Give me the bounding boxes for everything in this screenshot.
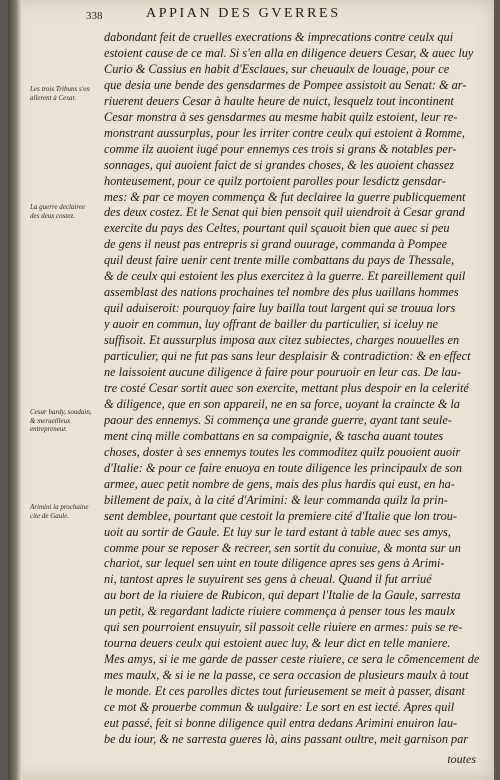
text-line: dabondant feit de cruelles execrations & imprecations contre ceulx qui [104,30,454,44]
page-header [86,6,478,28]
text-line: billement de paix, à la cité d'Arimini: & leur commanda quilz la prin- [104,492,448,507]
text-line: & diligence, que en son appareil, ne en sa force, uoyant la craincte & la [104,396,460,411]
text-line: honteusement, pour ce quilz portoient parolles pour lesdictz gensdar- [104,173,446,188]
text-line: des deux costez. Et le Senat qui bien pensoit quil uiendroit à Cesar grand [104,205,465,220]
page-gutter-shadow [8,0,22,780]
text-line: le monde. Et ces parolles dictes tout furieusement se meit à passer, disant [104,684,465,699]
text-line: Cesar monstra à ses gensdarmes au mesme habit quilz estoient, leur re- [104,109,458,124]
text-line: exercite du pays des Celtes, pourtant quil sçauoit bien que auec si peu [104,221,450,236]
catchword: toutes [447,752,476,766]
text-line: riuerent deuers Cesar à haulte heure de nuict, lesquelz tout incontinent [104,93,454,108]
margin-note: Arimini la prochaine cite de Gaule. [30,503,89,520]
text-line: eut passé, feit si bonne diligence quil entra dedans Arimini enuiron lau- [104,715,458,730]
text-line: particulier, qui ne fut pas sans leur desplaisir & contradiction: & en effect [104,349,471,364]
text-line: assemblast des nations prochaines tel nombre des plus uaillans hommes [104,285,459,300]
text-line: ment cinq mille combattans en sa compaignie, & tascha auant toutes [104,428,444,443]
book-page [8,0,494,780]
text-line: armee, auec petit nombre de gens, mais des plus hardis qui eust, en ha- [104,476,455,491]
page-number: 338 [86,10,103,22]
margin-notes [30,0,96,780]
text-line: ce mot & prouerbe commun & uulgaire: Le sort en est iecté. Apres quil [104,700,455,715]
main-text-block [104,30,488,748]
text-line: au bort de la riuiere de Rubicon, qui depart l'Italie de la Gaule, sarresta [104,588,461,603]
text-line: estoient cause de ce mal. Si s'en alla en diligence deuers Cesar, & auec luy [104,45,474,60]
text-line: & de ceulx qui estoient les plus exercitez à la guerre. Et pareillement quil [104,269,466,284]
text-line: mes maulx, & si ie ne la passe, ce sera occasion de plusieurs maulx à tout [104,668,469,683]
text-line: uoit au sortir de Gaule. Et luy sur le tard estant à table auec ses amys, [104,524,451,539]
running-title: APPIAN DES GVERRES [146,6,341,21]
text-line: ni, tantost apres le suyuirent ses gens à cheual. Quand il fut arriué [104,572,432,587]
text-line: un petit, & regardant ladicte riuiere commença à penser tous les maulx [104,604,456,619]
text-line: monstrant aussurplus, pour les irriter contre ceulx qui estoient à Romme, [104,125,465,140]
text-line: sonnages, qui auoient faict de si grandes choses, & les auoient chassez [104,157,455,172]
text-line: que desia une bende des gensdarmes de Pompee assistoit au Senat: & ar- [104,77,467,92]
text-line: tre costé Cesar sortit auec son exercite, mettant plus despoir en la celerité [104,380,469,395]
text-line: comme pour se reposer & recreer, sen sortit du conuiue, & monta sur un [104,540,461,555]
text-line: chariot, sur lequel sen uint en toute diligence apres ses gens à Arimi- [104,556,445,571]
text-line: paour des ennemys. Si commença une grande guerre, ayant tant seule- [104,412,452,427]
text-line: comme ilz auoient iugé pour ennemys ces trois si grans & notables per- [104,141,457,156]
text-line: mes: & par ce moyen commença & fut declairee la guerre publicquement [104,189,466,204]
text-line: quil aduiseroit: pourquoy faire luy bailla tout largent qui se trouua lors [104,301,456,316]
text-line: quil deust faire uenir cent trente mille combattans du pays de Thessale, [104,253,455,268]
text-line: choses, doster à ses ennemys toutes les commoditez quilz pouoient auoir [104,444,461,459]
text-line: qui sen pourroient ensuyuir, sil passoit celle riuiere en armes: puis se re- [104,620,463,635]
text-line: y auoir en commun, luy offrant de bailler du particulier, si iceluy ne [104,317,439,332]
text-line: ne laissoient aucune diligence à faire pour pouruoir en leur cas. De lau- [104,365,462,380]
text-line: d'Italie: & pour ce faire enuoya en toute diligence les principaulx de son [104,460,463,475]
text-line: Mes amys, si ie me garde de passer ceste riuiere, ce sera le cõmencement de [104,652,480,667]
text-line: Curio & Cassius en habit d'Esclaues, sur cheuaulx de louage, pour ce [104,61,450,76]
text-line: sent demblee, pourtant que cestoit la premiere cité d'Italie que lon trou- [104,508,458,523]
margin-note: Les trois Tribuns s'en allerent à Cesar. [30,85,90,102]
margin-note: La guerre declairee des deux costez. [30,203,86,220]
text-line: be du iour, & ne sarresta gueres là, ains passant oultre, meit garnison par [104,731,469,746]
text-line: suffisoit. Et aussurplus imposa aux citez subiectes, charges nouuelles en [104,333,460,348]
margin-note: Cesar hardy, soudain, & merueilleux entrepreneur. [30,408,92,434]
text-line: tourna deuers ceulx qui estoient auec luy, & leur dict en telle maniere. [104,636,451,651]
text-line: de gens il neust pas entrepris si grand ouurage, commanda à Pompee [104,237,448,252]
